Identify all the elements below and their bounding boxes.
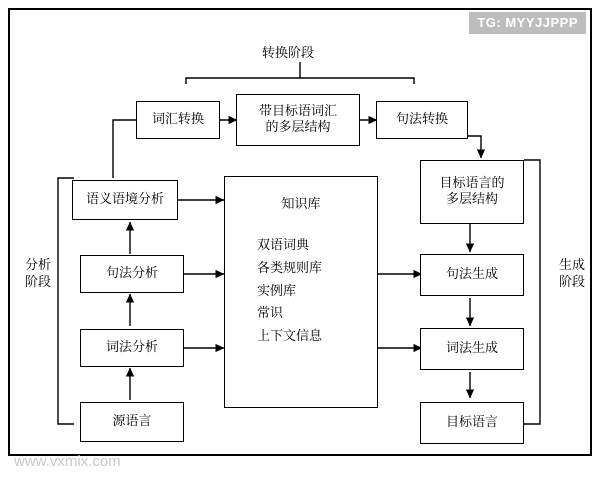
box-multilayer-with-target-lexicon-line2: 的多层结构 <box>265 120 331 135</box>
list-item: 双语词典 <box>257 238 310 253</box>
list-item: 常识 <box>257 306 284 322</box>
box-syntactic-generation-label: 句法生成 <box>445 266 498 282</box>
phase-title-transfer: 转换阶段 <box>262 46 315 61</box>
box-lexical-transfer[interactable] <box>136 101 220 139</box>
box-morphological-generation-label: 词法生成 <box>445 340 498 356</box>
box-source-language-label: 源语言 <box>112 413 152 429</box>
box-semantic-context-analysis-label: 语义语境分析 <box>85 191 164 207</box>
box-morphological-analysis-label: 词法分析 <box>105 339 158 355</box>
list-item: 上下文信息 <box>257 329 323 344</box>
box-syntactic-transfer-label: 句法转换 <box>395 111 448 127</box>
site-watermark: www.vxmix.com <box>14 453 121 470</box>
box-syntactic-generation[interactable] <box>420 254 524 296</box>
phase-label-analysis-line2: 阶段 <box>24 274 51 290</box>
box-target-language-label: 目标语言 <box>445 414 498 430</box>
box-semantic-context-analysis[interactable] <box>72 180 178 220</box>
box-lexical-transfer-label: 词汇转换 <box>151 111 204 127</box>
box-syntactic-analysis-label: 句法分析 <box>105 265 158 281</box>
list-item: 实例库 <box>257 283 297 299</box>
box-morphological-generation[interactable] <box>420 328 524 370</box>
phase-label-generation-line2: 阶段 <box>558 274 585 290</box>
phase-label-generation-line1: 生成 <box>558 258 585 273</box>
box-knowledge-base[interactable] <box>224 176 378 408</box>
tg-watermark-badge: TG: MYYJJPPP <box>469 12 586 34</box>
box-syntactic-transfer[interactable] <box>376 101 468 139</box>
phase-label-analysis-line1: 分析 <box>24 258 51 273</box>
box-target-multilayer-structure-line2: 多层结构 <box>445 192 498 207</box>
knowledge-base-list <box>257 235 322 349</box>
list-item: 各类规则库 <box>257 260 323 276</box>
box-multilayer-with-target-lexicon-line1: 带目标语词汇 <box>258 103 337 119</box>
box-morphological-analysis[interactable] <box>80 329 184 367</box>
box-target-multilayer-structure[interactable] <box>420 160 524 224</box>
box-source-language[interactable] <box>80 402 184 442</box>
box-multilayer-with-target-lexicon[interactable] <box>236 94 360 146</box>
box-target-language[interactable] <box>420 402 524 444</box>
phase-label-analysis <box>18 258 58 292</box>
knowledge-base-title: 知识库 <box>281 197 321 212</box>
box-syntactic-analysis[interactable] <box>80 255 184 293</box>
phase-label-generation <box>552 258 592 292</box>
box-target-multilayer-structure-line1: 目标语言的 <box>439 175 505 191</box>
